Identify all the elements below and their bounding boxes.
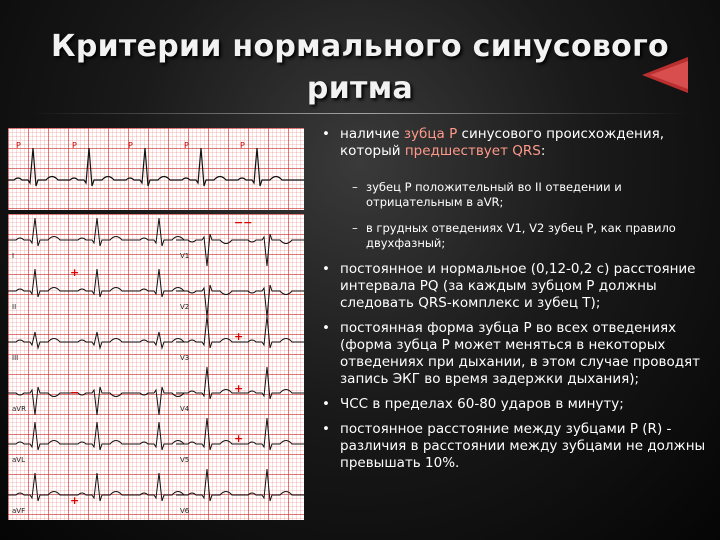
title-divider bbox=[30, 113, 690, 114]
criterion-p-wave bbox=[312, 126, 712, 160]
polarity-mark: + bbox=[234, 432, 244, 445]
criterion-p-shape: • постоянная форма зубца Р во всех отведениях (форма зубца Р может меняться в некоторых отведениях при дыхании, в этом случае проводят запись ЭКГ во время задержки дыхания); bbox=[312, 320, 712, 388]
ecg-lead-trace bbox=[178, 469, 304, 501]
ecg-lead-trace bbox=[8, 473, 184, 501]
lead-label: aVF bbox=[12, 507, 26, 515]
slide-title: Критерии нормального синусового ритма bbox=[51, 29, 669, 106]
sub-criterion-lead-ii: – зубец Р положительный во II отведении и отрицательным в aVR; bbox=[312, 180, 712, 210]
lead-label: aVR bbox=[12, 405, 26, 413]
ecg-lead-trace bbox=[8, 332, 184, 348]
lead-label: II bbox=[12, 303, 17, 311]
criterion-text: наличие bbox=[340, 126, 404, 142]
p-wave-label: P bbox=[128, 141, 133, 150]
criterion-text: синусового происхождения, который bbox=[340, 126, 665, 159]
ecg-lead-trace bbox=[178, 234, 304, 266]
lead-label: aVL bbox=[12, 456, 25, 464]
lead-label: I bbox=[12, 252, 15, 260]
criterion-p-distance: • постоянное расстояние между зубцами Р (R) - различия в расстоянии между зубцами не должны превышать 10%. bbox=[312, 421, 712, 472]
lead-label: V5 bbox=[180, 456, 190, 464]
ecg-lead-trace bbox=[8, 269, 184, 297]
ecg-lead-trace bbox=[8, 387, 184, 415]
lead-label: V1 bbox=[180, 252, 190, 260]
polarity-mark: −− bbox=[234, 216, 253, 229]
lead-label: V2 bbox=[180, 303, 190, 311]
polarity-mark: + bbox=[70, 266, 80, 279]
criteria-list bbox=[312, 124, 712, 472]
ecg-lead-trace bbox=[8, 218, 184, 246]
polarity-mark: + bbox=[234, 382, 244, 395]
polarity-mark: + bbox=[70, 494, 80, 507]
ecg-lead-trace bbox=[178, 285, 304, 317]
polarity-mark: − bbox=[70, 386, 80, 399]
lead-label: V4 bbox=[180, 405, 190, 413]
criterion-text: : bbox=[540, 143, 546, 159]
p-wave-label: P bbox=[240, 141, 245, 150]
p-wave-label: P bbox=[16, 141, 21, 150]
p-wave-label: P bbox=[72, 141, 77, 150]
sub-criterion-v1-v2: – в грудных отведениях V1, V2 зубец Р, как правило двухфазный; bbox=[312, 221, 712, 251]
lead-label: V6 bbox=[180, 507, 190, 515]
lead-label: V3 bbox=[180, 354, 190, 362]
ecg-lead-trace bbox=[8, 422, 184, 450]
ecg-rhythm-strip bbox=[8, 128, 304, 210]
arrow-left-icon bbox=[638, 55, 690, 95]
p-wave-label: P bbox=[184, 141, 189, 150]
criterion-pq-interval: • постоянное и нормальное (0,12-0,2 с) расстояние интервала PQ (за каждым зубцом Р должны следовать QRS-комплекс и зубец Т); bbox=[312, 261, 712, 312]
highlight-qrs: предшествует QRS bbox=[404, 143, 541, 159]
ecg-12-lead bbox=[8, 214, 304, 520]
lead-label: III bbox=[12, 354, 19, 362]
highlight-p-wave: зубца Р bbox=[403, 126, 458, 142]
polarity-mark: + bbox=[234, 330, 244, 343]
ecg-rhythm-trace bbox=[8, 148, 304, 186]
criterion-heart-rate: • ЧСС в пределах 60-80 ударов в минуту; bbox=[312, 396, 712, 413]
